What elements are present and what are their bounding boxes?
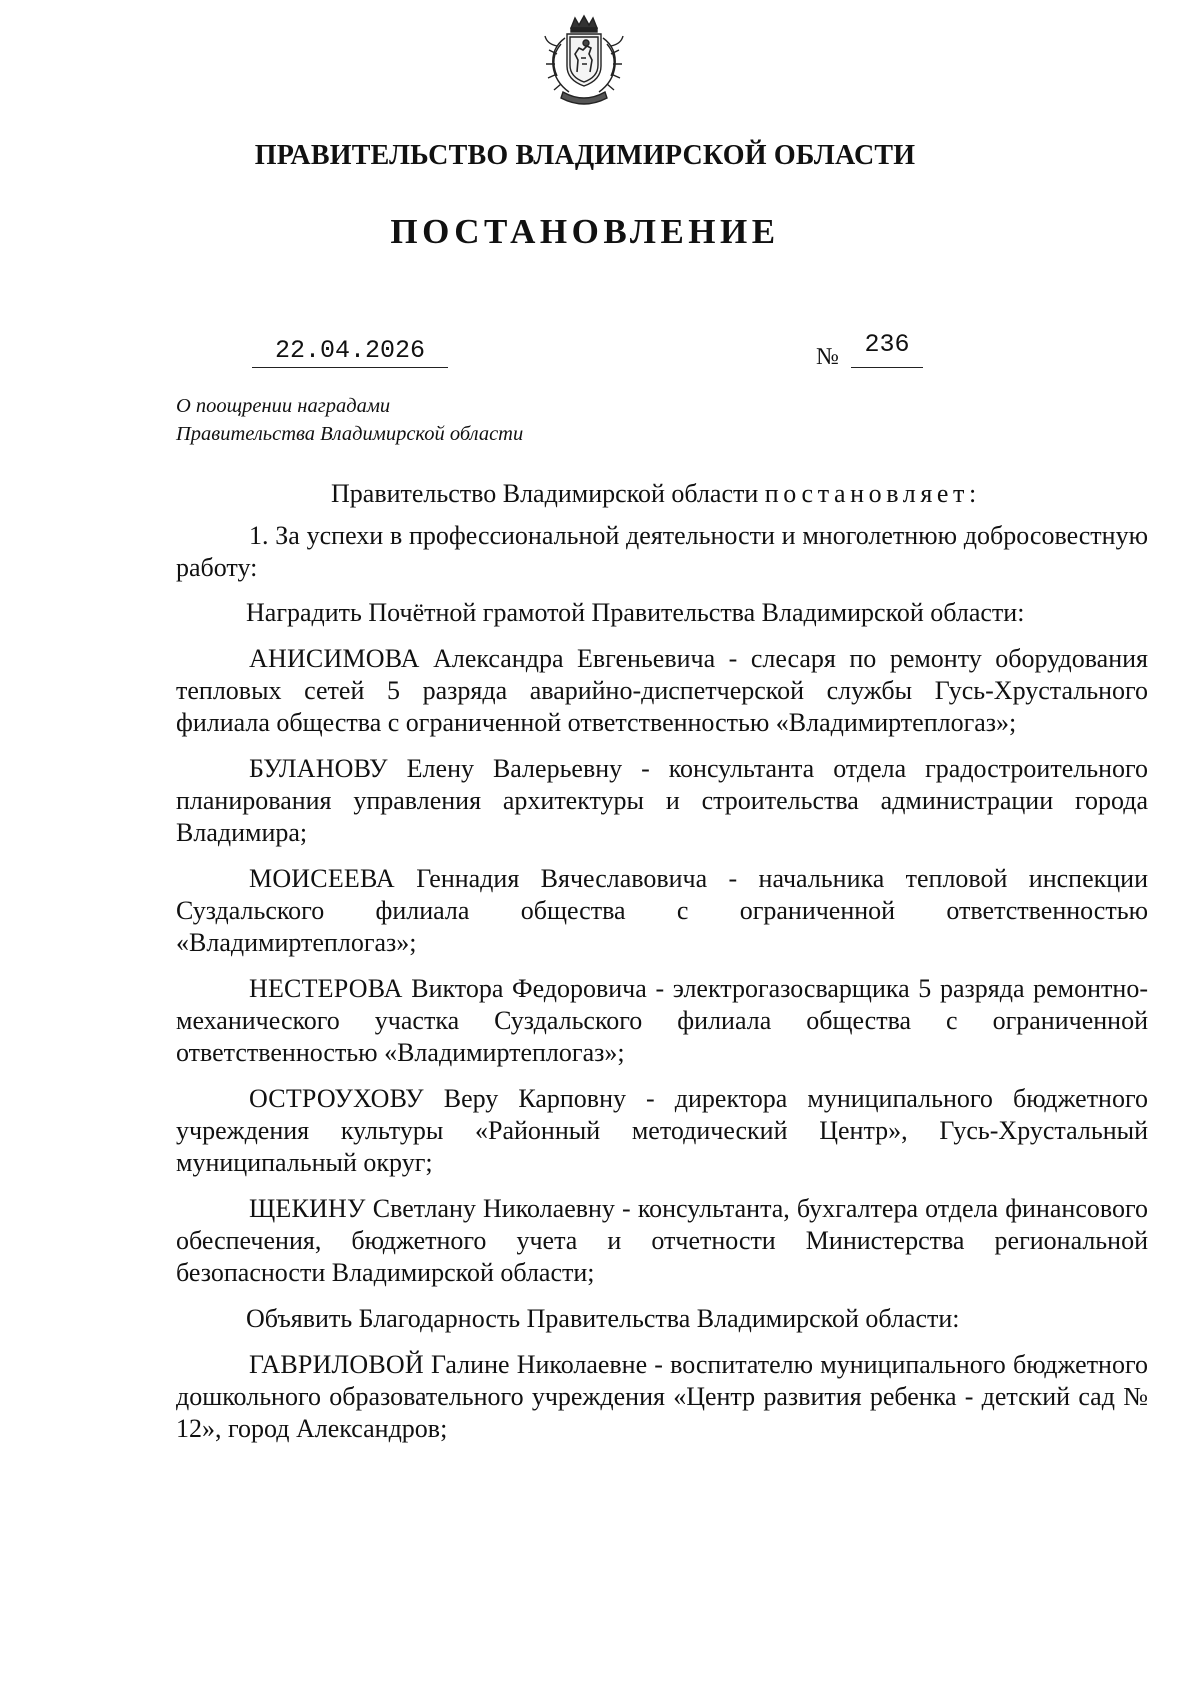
awardee-paragraph [176,1083,1148,1179]
awardee-details: Геннадия Вячеславовича - начальника тепловой инспекции Суздальского филиала общества с ограниченной ответственностью «Владимиртеплогаз»; [176,864,1148,957]
awardee-name: ЩЕКИНУ [249,1194,366,1223]
document-body [176,478,1148,1459]
document-number-label: № [816,344,839,370]
intro-verb: постановляет: [764,479,981,508]
recipient-details: Галине Николаевне - воспитателю муниципального бюджетного дошкольного образовательного учреждения «Центр развития ребенка - детский сад № 12», город Александров; [176,1350,1148,1443]
awardee-paragraph [176,643,1148,739]
resolution-intro [176,478,1148,510]
awardee-paragraph [176,753,1148,849]
organization-title: ПРАВИТЕЛЬСТВО ВЛАДИМИРСКОЙ ОБЛАСТИ [254,140,916,171]
awardee-details: Светлану Николаевну - консультанта, бухгалтера отдела финансового обеспечения, бюджетного учета и отчетности Министерства региональной безопасности Владимирской области; [176,1194,1148,1287]
gratitude-paragraph [176,1349,1148,1445]
document-number: 236 [851,330,923,368]
awardee-details: Виктора Федоровича - электрогазосварщика 5 разряда ремонтно-механического участка Суздальского филиала общества с ограниченной ответственностью «Владимиртеплогаз»; [176,974,1148,1067]
recipient-name: ГАВРИЛОВОЙ [249,1350,424,1379]
coat-of-arms-icon [537,14,631,108]
awardee-details: Елену Валерьевну - консультанта отдела градостроительного планирования управления архитектуры и строительства администрации города Владимира; [176,754,1148,847]
gratitude-lead: Объявить Благодарность Правительства Владимирской области: [246,1304,960,1333]
subject-line: Правительства Владимирской области [176,423,524,445]
awardee-name: БУЛАНОВУ [249,754,388,783]
awardee-paragraph [176,1193,1148,1289]
document-subject [176,392,523,448]
awardee-details: Александра Евгеньевича - слесаря по ремонту оборудования тепловых сетей 5 разряда аварийно-диспетчерской службы Гусь-Хрустального филиала общества с ограниченной ответственностью «Владимиртеплогаз»; [176,644,1148,737]
awardee-details: Веру Карповну - директора муниципального бюджетного учреждения культуры «Районный методический Центр», Гусь-Хрустальный муниципальный округ; [176,1084,1148,1177]
awardee-paragraph [176,973,1148,1069]
awardee-paragraph [176,863,1148,959]
awardee-name: НЕСТЕРОВА [249,974,403,1003]
intro-prefix: Правительство Владимирской области [331,479,765,508]
document-type-heading: ПОСТАНОВЛЕНИЕ [390,212,780,251]
point-1: 1. За успехи в профессиональной деятельности и многолетнюю добросовестную работу: [176,521,1148,582]
awardee-name: ОСТРОУХОВУ [249,1084,424,1113]
awardee-name: МОИСЕЕВА [249,864,395,893]
subject-line: О поощрении наградами [176,395,391,417]
document-date: 22.04.2026 [252,336,448,368]
awardee-name: АНИСИМОВА [249,644,420,673]
award-lead: Наградить Почётной грамотой Правительства Владимирской области: [246,598,1025,627]
